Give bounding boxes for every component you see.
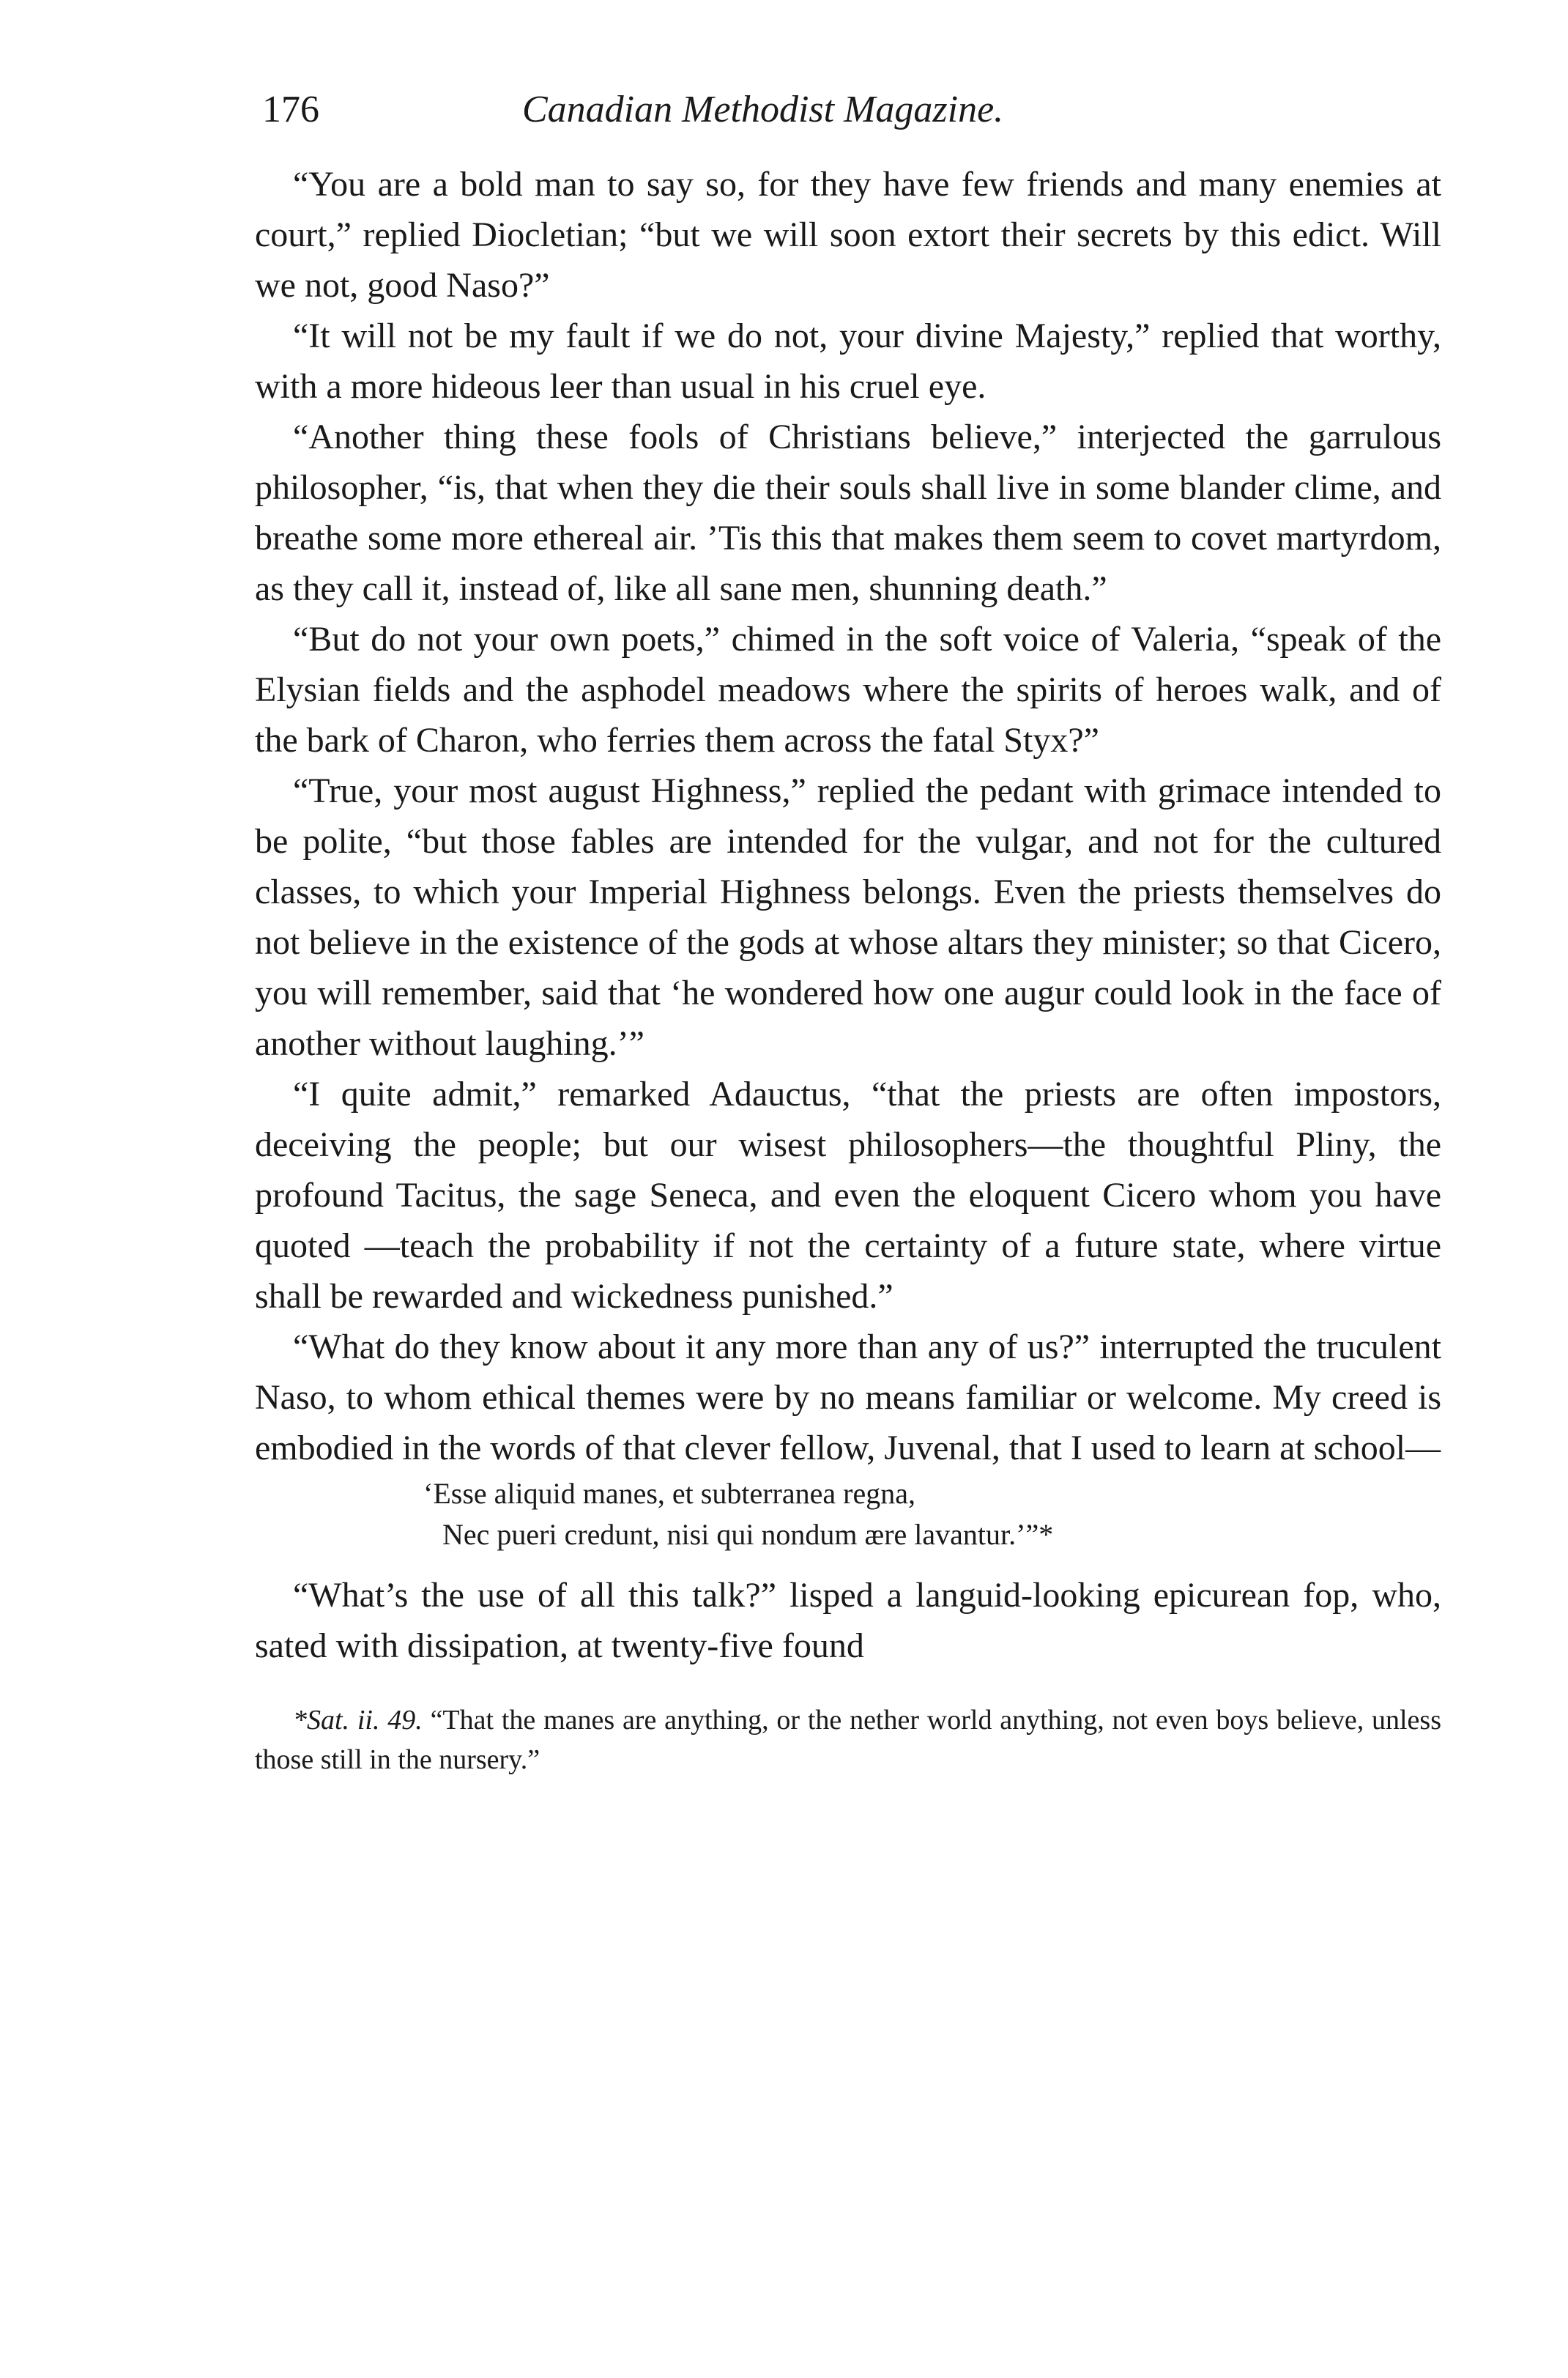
running-head: [255, 77, 1441, 143]
paragraph: “You are a bold man to say so, for they have few friends and many enemies at court,” replied Diocletian; “but we will soon extort their secrets by this edict. Will we not, good Naso?”: [255, 165, 1441, 305]
paragraph: “Another thing these fools of Christians believe,” interjected the garrulous philosopher, “is, that when they die their souls shall live in some blander clime, and breathe some more ethereal air. ’Tis this that makes them seem to covet martyrdom, as they call it, instead of, like all sane men, shunning death.”: [255, 418, 1441, 608]
paragraph: “True, your most august Highness,” replied the pedant with grimace intended to be polite, “but those fables are intended for the vulgar, and not for the cultured classes, to which your Imperial Highness belongs. Even the priests themselves do not believe in the existence of the gods at whose altars they minister; so that Cicero, you will remember, said that ‘he wondered how one augur could look in the face of another without laughing.’”: [255, 771, 1441, 1063]
page-number: 176: [262, 89, 319, 130]
paragraph: “I quite admit,” remarked Adauctus, “that the priests are often impostors, deceiving the people; but our wisest philosophers—the thoughtful Pliny, the profound Tacitus, the sage Seneca, and even the eloquent Cicero whom you have quoted —teach the probability if not the certainty of a future state, where virtue shall be rewarded and wickedness punished.”: [255, 1075, 1441, 1316]
footnote-reference: *Sat. ii. 49.: [293, 1705, 423, 1736]
book-page: [255, 77, 1441, 1779]
verse-quotation: [423, 1473, 1441, 1555]
body-text: [255, 159, 1441, 1671]
footnote-text: “That the manes are anything, or the nether world anything, not even boys believe, unless those still in the nursery.”: [255, 1705, 1441, 1775]
paragraph: “What’s the use of all this talk?” lisped a languid-looking epicurean fop, who, sated with dissipation, at twenty-five found: [255, 1576, 1441, 1665]
footnote: [255, 1700, 1441, 1779]
verse-line: ‘Esse aliquid manes, et subterranea regna,: [423, 1477, 915, 1510]
journal-title: Canadian Methodist Magazine.: [522, 89, 1004, 130]
verse-line: Nec pueri credunt, nisi qui nondum ære lavantur.’”*: [442, 1518, 1054, 1551]
paragraph: “It will not be my fault if we do not, your divine Majesty,” replied that worthy, with a more hideous leer than usual in his cruel eye.: [255, 316, 1441, 406]
paragraph: “What do they know about it any more than any of us?” interrupted the truculent Naso, to whom ethical themes were by no means familiar or welcome. My creed is embodied in the words of that clever fellow, Juvenal, that I used to learn at school—: [255, 1327, 1441, 1467]
paragraph: “But do not your own poets,” chimed in the soft voice of Valeria, “speak of the Elysian fields and the asphodel meadows where the spirits of heroes walk, and of the bark of Charon, who ferries them across the fatal Styx?”: [255, 620, 1441, 760]
